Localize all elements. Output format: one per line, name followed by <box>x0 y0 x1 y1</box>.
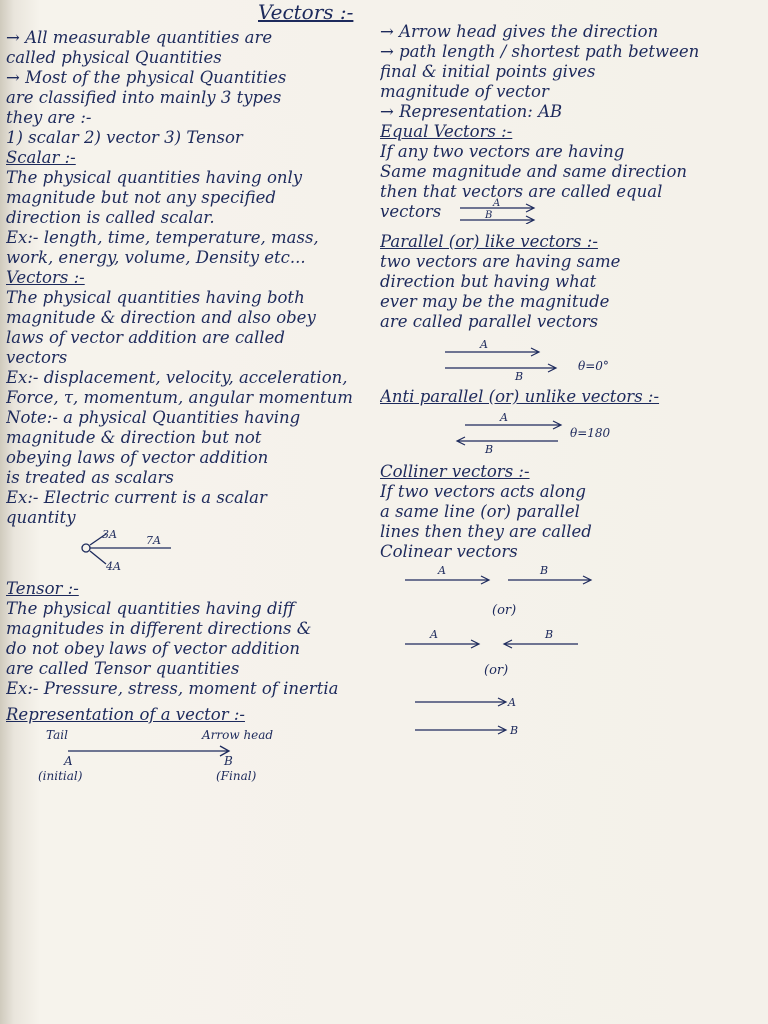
vector-b-label: B <box>540 564 549 577</box>
text-line: The physical quantities having both <box>6 288 305 307</box>
point-a-label: A <box>64 754 73 768</box>
or-label: (or) <box>492 603 517 618</box>
text-line: → Arrow head gives the direction <box>380 22 659 41</box>
left-column <box>6 28 378 790</box>
text-line: → Most of the physical Quantities <box>6 68 287 87</box>
parallel-vectors-diagram <box>380 332 640 382</box>
page-title: Vectors :- <box>258 0 354 24</box>
vector-b-label: B <box>485 210 493 221</box>
text-line: two vectors are having same <box>380 252 621 271</box>
text-line: quantity <box>6 508 76 527</box>
text-line: are classified into mainly 3 types <box>6 88 282 107</box>
text-line: direction is called scalar. <box>6 208 215 227</box>
point-b-label: B <box>224 754 233 768</box>
text-line: final & initial points gives <box>380 62 596 81</box>
current-label-3a: 3A <box>102 528 117 541</box>
text-line: vectors <box>380 202 442 221</box>
text-line: are called Tensor quantities <box>6 659 240 678</box>
text-line: Ex:- displacement, velocity, acceleration, <box>6 368 348 387</box>
text-line: If any two vectors are having <box>380 142 625 161</box>
text-line: called physical Quantities <box>6 48 222 67</box>
text-line: 1) scalar 2) vector 3) Tensor <box>6 128 243 147</box>
vector-a-label: A <box>438 564 446 577</box>
current-junction-diagram <box>6 528 186 574</box>
text-line: are called parallel vectors <box>380 312 599 331</box>
angle-label: θ=180 <box>570 426 611 440</box>
text-line: → Representation: AB <box>380 102 563 121</box>
text-line: magnitudes in different directions & <box>6 619 312 638</box>
collinear-vectors-diagram <box>380 562 640 752</box>
section-heading: Colliner vectors :- <box>380 462 530 481</box>
text-line: → All measurable quantities are <box>6 28 273 47</box>
vector-a-label: A <box>500 411 508 424</box>
or-label: (or) <box>484 663 509 678</box>
text-line: → path length / shortest path between <box>380 42 700 61</box>
text-line: vectors <box>6 348 68 367</box>
vector-b-label: B <box>545 628 554 641</box>
text-line: ever may be the magnitude <box>380 292 610 311</box>
text-line: they are :- <box>6 108 92 127</box>
text-line: Ex:- Pressure, stress, moment of inertia <box>6 679 339 698</box>
section-heading: Anti parallel (or) unlike vectors :- <box>380 387 660 406</box>
vector-representation-diagram <box>6 725 326 785</box>
text-line: is treated as scalars <box>6 468 174 487</box>
vector-b-label: B <box>510 724 519 737</box>
text-line: Colinear vectors <box>380 542 518 561</box>
current-label-7a: 7A <box>146 534 161 547</box>
text-line: magnitude & direction and also obey <box>6 308 316 327</box>
vector-a-label: A <box>480 338 488 351</box>
section-heading: Scalar :- <box>6 148 76 167</box>
text-line: direction but having what <box>380 272 597 291</box>
text-line: lines then they are called <box>380 522 592 541</box>
section-heading: Tensor :- <box>6 579 79 598</box>
tail-label: Tail <box>46 728 68 742</box>
text-line: Same magnitude and same direction <box>380 162 688 181</box>
text-line: magnitude & direction but not <box>6 428 262 447</box>
text-line: obeying laws of vector addition <box>6 448 269 467</box>
text-line: Ex:- length, time, temperature, mass, <box>6 228 319 247</box>
text-line: work, energy, volume, Density etc... <box>6 248 306 267</box>
vector-b-label: B <box>485 443 494 456</box>
angle-label: θ=0° <box>578 359 609 373</box>
right-column <box>380 22 762 757</box>
antiparallel-vectors-diagram <box>380 407 640 457</box>
text-line: The physical quantities having diff <box>6 599 295 618</box>
text-line: then that vectors are called equal <box>380 182 663 201</box>
text-line: Ex:- Electric current is a scalar <box>6 488 267 507</box>
arrow-head-label: Arrow head <box>202 728 274 742</box>
vector-a-label: A <box>430 628 438 641</box>
text-line: magnitude of vector <box>380 82 549 101</box>
equal-vectors-diagram <box>455 198 565 224</box>
section-heading: Equal Vectors :- <box>380 122 513 141</box>
text-line: The physical quantities having only <box>6 168 303 187</box>
text-line: Note:- a physical Quantities having <box>6 408 301 427</box>
text-line: magnitude but not any specified <box>6 188 276 207</box>
section-heading: Vectors :- <box>6 268 85 287</box>
section-heading: Representation of a vector :- <box>6 705 245 724</box>
current-label-4a: 4A <box>106 560 121 573</box>
text-line: Force, τ, momentum, angular momentum <box>6 388 353 407</box>
vector-a-label: A <box>508 696 516 709</box>
text-line: If two vectors acts along <box>380 482 586 501</box>
final-label: (Final) <box>216 769 257 783</box>
vector-a-label: A <box>493 198 501 209</box>
initial-label: (initial) <box>38 769 83 783</box>
text-line: do not obey laws of vector addition <box>6 639 300 658</box>
text-line: a same line (or) parallel <box>380 502 580 521</box>
text-line: laws of vector addition are called <box>6 328 285 347</box>
section-heading: Parallel (or) like vectors :- <box>380 232 598 251</box>
vector-b-label: B <box>515 370 524 382</box>
